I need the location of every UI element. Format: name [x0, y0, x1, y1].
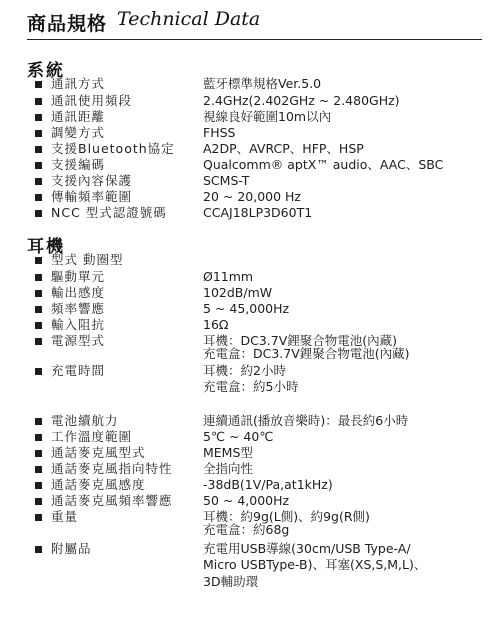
- spec-label: 型式 動圈型: [51, 252, 124, 267]
- spec-value: 連續通訊(播放音樂時)：最長約6小時: [203, 413, 409, 428]
- spec-value-continuation: Micro USBType-B)、耳塞(XS,S,M,L)、: [203, 557, 427, 572]
- page-title-zh: 商品規格: [27, 13, 108, 35]
- section-title-earphone: 耳機: [27, 237, 65, 257]
- spec-label: 通話麥克風頻率響應: [51, 493, 173, 508]
- page-header: [27, 6, 482, 38]
- section-title-system: 系統: [27, 61, 65, 81]
- bullet-icon: [35, 368, 42, 375]
- spec-row: [35, 413, 490, 429]
- spec-row: [35, 429, 490, 445]
- bullet-icon: [35, 81, 42, 88]
- spec-value: -38dB(1V/Pa,at1kHz): [203, 477, 333, 492]
- spec-label: 傳輸頻率範圍: [51, 189, 133, 204]
- spec-label: 通話麥克風指向特性: [51, 461, 173, 476]
- spec-label: 重量: [51, 509, 79, 524]
- bullet-icon: [35, 514, 42, 521]
- spec-value: 102dB/mW: [203, 285, 273, 300]
- bullet-icon: [35, 338, 42, 345]
- spec-row: [35, 317, 490, 333]
- spec-value-continuation: 充電盒：約68g: [203, 522, 290, 537]
- spec-value: 充電用USB導線(30cm/USB Type-A/: [203, 541, 411, 556]
- bullet-icon: [35, 322, 42, 329]
- spec-label: 輸出感度: [51, 285, 106, 300]
- spec-value: 16Ω: [203, 317, 229, 332]
- bullet-icon: [35, 162, 42, 169]
- bullet-icon: [35, 98, 42, 105]
- bullet-icon: [35, 210, 42, 217]
- spec-label: 輸入阻抗: [51, 317, 106, 332]
- bullet-icon: [35, 146, 42, 153]
- spec-label: 通話麥克風感度: [51, 477, 146, 492]
- spec-label: 支援內容保護: [51, 173, 133, 188]
- page-title-en: Technical Data: [117, 8, 261, 30]
- bullet-icon: [35, 418, 42, 425]
- spec-label: 通訊距離: [51, 109, 106, 124]
- bullet-icon: [35, 194, 42, 201]
- bullet-icon: [35, 306, 42, 313]
- spec-value-continuation: 3D輔助環: [203, 574, 259, 589]
- bullet-icon: [35, 178, 42, 185]
- spec-row: [35, 93, 490, 109]
- spec-row: [35, 109, 490, 125]
- spec-value: MEMS型: [203, 445, 253, 460]
- spec-label: 工作溫度範圍: [51, 429, 133, 444]
- spec-label: 充電時間: [51, 363, 106, 378]
- spec-row: [35, 461, 490, 477]
- bullet-icon: [35, 546, 42, 553]
- bullet-icon: [35, 274, 42, 281]
- spec-value: 5 ~ 45,000Hz: [203, 301, 290, 316]
- spec-label: 支援編碼: [51, 157, 106, 172]
- spec-row: [35, 477, 490, 493]
- spec-label: 驅動單元: [51, 269, 106, 284]
- spec-value: 50 ~ 4,000Hz: [203, 493, 290, 508]
- bullet-icon: [35, 498, 42, 505]
- bullet-icon: [35, 257, 42, 264]
- spec-label: 通訊方式: [51, 76, 106, 91]
- spec-row: [35, 189, 490, 205]
- spec-value: 5℃ ~ 40℃: [203, 429, 274, 444]
- bullet-icon: [35, 434, 42, 441]
- spec-value: 20 ~ 20,000 Hz: [203, 189, 301, 204]
- spec-label: 頻率響應: [51, 301, 106, 316]
- bullet-icon: [35, 130, 42, 137]
- spec-value: Qualcomm® aptX™ audio、AAC、SBC: [203, 157, 444, 172]
- spec-value: 耳機：DC3.7V鋰聚合物電池(內藏): [203, 333, 398, 348]
- spec-label: 調變方式: [51, 125, 106, 140]
- spec-row: [35, 285, 490, 301]
- spec-value-continuation: 充電盒：約5小時: [203, 379, 299, 394]
- spec-row: [35, 252, 490, 268]
- spec-value: 視線良好範圍10m以內: [203, 109, 332, 124]
- spec-value: 全指向性: [203, 461, 254, 476]
- bullet-icon: [35, 290, 42, 297]
- spec-value: 耳機：約2小時: [203, 363, 286, 378]
- spec-value: 耳機：約9g(L側)、約9g(R側): [203, 509, 370, 524]
- spec-label: 電源型式: [51, 333, 106, 348]
- spec-label: NCC 型式認證號碼: [51, 205, 167, 220]
- spec-row: [35, 493, 490, 509]
- spec-value: 2.4GHz(2.402GHz ~ 2.480GHz): [203, 93, 400, 108]
- bullet-icon: [35, 482, 42, 489]
- spec-value: SCMS-T: [203, 173, 250, 188]
- spec-row: [35, 157, 490, 173]
- spec-row: [35, 173, 490, 189]
- spec-row: [35, 76, 490, 92]
- spec-label: 通訊使用頻段: [51, 93, 133, 108]
- bullet-icon: [35, 114, 42, 121]
- spec-value: 藍牙標準規格Ver.5.0: [203, 76, 322, 91]
- spec-label: 支援Bluetooth協定: [51, 141, 175, 156]
- spec-row: [35, 363, 490, 379]
- spec-label: 附屬品: [51, 541, 92, 556]
- spec-row: [35, 205, 490, 221]
- spec-row: [35, 269, 490, 285]
- header-divider: [27, 39, 482, 40]
- spec-row: [35, 301, 490, 317]
- spec-row: [35, 125, 490, 141]
- bullet-icon: [35, 466, 42, 473]
- spec-label: 通話麥克風型式: [51, 445, 146, 460]
- spec-value: CCAJ18LP3D60T1: [203, 205, 313, 220]
- spec-label: 電池續航力: [51, 413, 119, 428]
- spec-value: A2DP、AVRCP、HFP、HSP: [203, 141, 364, 156]
- spec-value-continuation: 充電盒：DC3.7V鋰聚合物電池(內藏): [203, 346, 410, 361]
- spec-row: [35, 541, 490, 557]
- spec-row: [35, 141, 490, 157]
- bullet-icon: [35, 450, 42, 457]
- spec-value: FHSS: [203, 125, 236, 140]
- spec-row: [35, 445, 490, 461]
- spec-value: Ø11mm: [203, 269, 254, 284]
